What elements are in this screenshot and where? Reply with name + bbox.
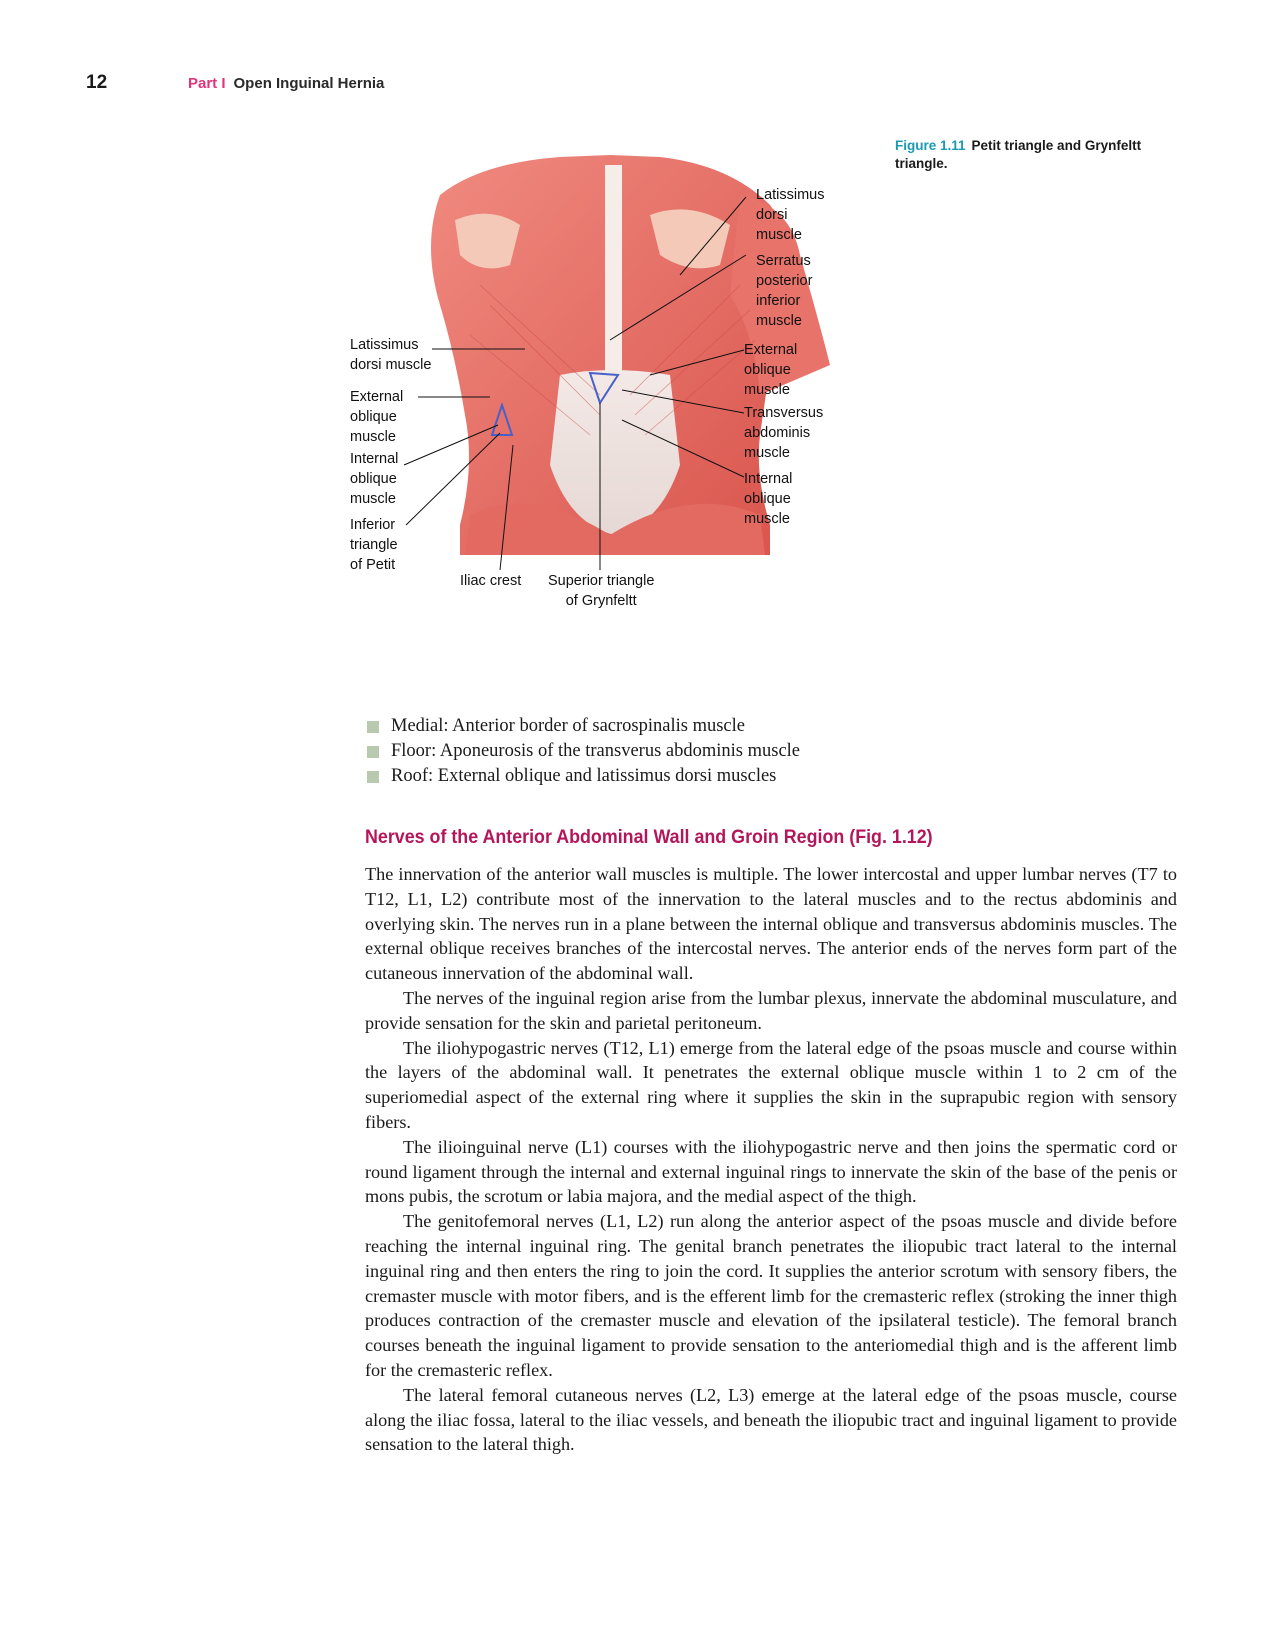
paragraph: The genitofemoral nerves (L1, L2) run along the anterior aspect of the psoas muscle and divide before reaching the internal inguinal ring. The genital branch penetrates the iliopubic tract lateral to the internal inguinal ring and then enters the ring to join the cord. It supplies the anterior scrotum with sensory fibers, the cremaster muscle with motor fibers, and is the efferent limb for the cremasteric reflex (stroking the inner thigh produces contraction of the cremaster muscle and elevation of the ipsilateral testicle). The femoral branch courses beneath the inguinal ligament to provide sensation to the anteriomedial thigh and is the afferent limb for the cremasteric reflex. bbox=[365, 1211, 1177, 1380]
label-latissimus-left: Latissimus dorsi muscle bbox=[350, 337, 432, 373]
label-internal-oblique-left: Internal oblique muscle bbox=[350, 451, 399, 507]
list-item: Floor: Aponeurosis of the transverus abdominis muscle bbox=[365, 739, 1185, 764]
paragraph: The ilioinguinal nerve (L1) courses with the iliohypogastric nerve and then joins the spermatic cord or round ligament through the internal and external inguinal rings to innervate the skin of the base of the penis or mons pubis, the scrotum or labia majora, and the medial aspect of the thigh. bbox=[365, 1136, 1177, 1207]
bullet-square-icon bbox=[367, 746, 379, 758]
page-number: 12 bbox=[86, 72, 108, 93]
label-inferior-triangle: Inferior triangle of Petit bbox=[350, 517, 398, 573]
running-head bbox=[188, 75, 384, 92]
section-body bbox=[365, 862, 1177, 1457]
list-item: Roof: External oblique and latissimus dorsi muscles bbox=[365, 764, 1185, 789]
label-internal-oblique-right: Internal oblique muscle bbox=[744, 471, 793, 527]
anatomy-figure bbox=[350, 135, 880, 655]
label-transversus: Transversus abdominis muscle bbox=[744, 405, 824, 461]
figure-caption-text: Petit triangle and Grynfeltt triangle. bbox=[895, 138, 1142, 171]
paragraph: The innervation of the anterior wall muscles is multiple. The lower intercostal and upper lumbar nerves (T7 to T12, L1, L2) contribute most of the innervation to the lateral muscles and to the rectus abdominis and overlying skin. The nerves run in a plane between the internal oblique and transversus abdominis muscles. The external oblique receives branches of the intercostal nerves. The anterior ends of the nerves form part of the cutaneous innervation of the abdominal wall. bbox=[365, 864, 1177, 984]
label-iliac-crest: Iliac crest bbox=[460, 573, 522, 589]
label-superior-triangle: Superior triangle of Grynfeltt bbox=[548, 573, 655, 609]
label-external-oblique-left: External oblique muscle bbox=[350, 389, 404, 445]
bullet-square-icon bbox=[367, 771, 379, 783]
bullet-square-icon bbox=[367, 721, 379, 733]
figure-caption bbox=[895, 137, 1185, 173]
list-item: Medial: Anterior border of sacrospinalis muscle bbox=[365, 714, 1185, 739]
paragraph: The iliohypogastric nerves (T12, L1) emerge from the lateral edge of the psoas muscle and course within the layers of the abdominal wall. It penetrates the external oblique muscle within 1 to 2 cm of the superiomedial aspect of the external ring where it supplies the skin in the suprapubic region with sensory fibers. bbox=[365, 1037, 1177, 1132]
bullet-list bbox=[365, 714, 1185, 789]
paragraph: The nerves of the inguinal region arise from the lumbar plexus, innervate the abdominal musculature, and provide sensation for the skin and parietal peritoneum. bbox=[365, 987, 1177, 1033]
figure-label: Figure 1.11 bbox=[895, 138, 966, 153]
label-external-oblique-right: External oblique muscle bbox=[744, 342, 798, 398]
section-heading: Nerves of the Anterior Abdominal Wall and Groin Region (Fig. 1.12) bbox=[365, 827, 933, 848]
paragraph: The lateral femoral cutaneous nerves (L2, L3) emerge at the lateral edge of the psoas muscle, course along the iliac fossa, lateral to the iliac vessels, and beneath the iliopubic tract and inguinal ligament to provide sensation to the lateral thigh. bbox=[365, 1384, 1177, 1455]
label-serratus: Serratus posterior inferior muscle bbox=[756, 253, 813, 329]
part-title: Open Inguinal Hernia bbox=[233, 75, 385, 92]
label-latissimus-right: Latissimus dorsi muscle bbox=[756, 187, 825, 243]
part-label: Part I bbox=[188, 75, 226, 92]
